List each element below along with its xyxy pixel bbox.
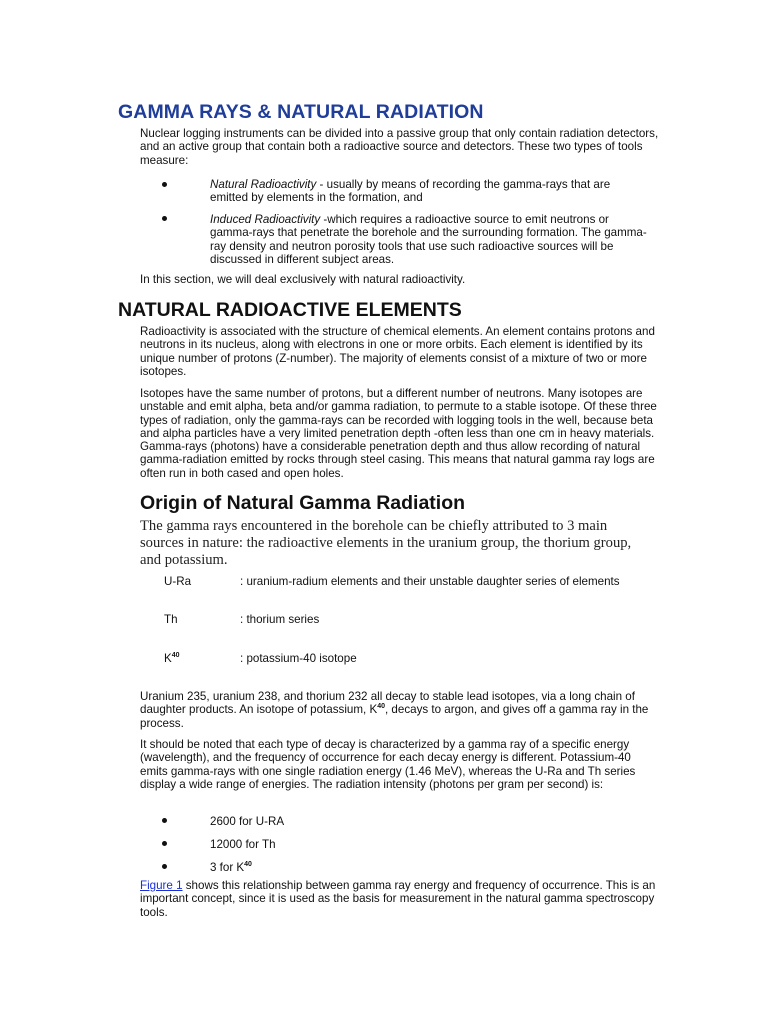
bullet-text: - usually by means of recording the gamma-rays that are emitted by elements in the formation, and (210, 178, 611, 205)
bullet-icon (162, 864, 167, 869)
figure-1-link[interactable]: Figure 1 (140, 879, 183, 892)
term-natural-radioactivity: Natural Radioactivity (210, 178, 317, 191)
series-key-ura: U-Ra (164, 575, 192, 588)
energy-paragraph: It should be noted that each type of decay is characterized by a gamma ray of a specific energy (wavelength), and the frequency of occurrence for each decay energy is different. Potassium-40 emits gamma-rays with one single radiation energy (1.46 MeV), whereas the U-Ra and Th series display a wide range of energies. The radiation intensity (photons per gram per second) is: (140, 738, 636, 791)
series-key-th: Th (164, 613, 178, 626)
bullet-induced-radioactivity (210, 213, 650, 266)
series-key-k40: $K^{40}$ (164, 652, 180, 665)
bullet-icon (162, 818, 167, 823)
bullet-icon (162, 841, 167, 846)
bullet-icon (162, 216, 167, 221)
heading-gamma-rays: GAMMA RAYS & NATURAL RADIATION (118, 101, 484, 123)
decay-paragraph: Uranium 235, uranium 238, and thorium 232 all decay to stable lead isotopes, via a long chain of daughter products. An isotope of potassium, $K^{40}$, decays to argon, and gives off a gamma ray in the process. (140, 690, 649, 730)
figure-paragraph: Figure 1 shows this relationship between gamma ray energy and frequency of occurrence. This is an important concept, since it is used as the basis for measurement in the natural gamma spectroscopy tools. (140, 879, 656, 919)
bullet-text: -which requires a radioactive source to emit neutrons or gamma-rays that penetrate the borehole and the surrounding formation. The gamma-ray density and neutron porosity tools that use such radioactive sources will be discussed in different subject areas. (210, 213, 647, 266)
intensity-ura: 2600 for U-RA (210, 815, 285, 828)
intro-paragraph: Nuclear logging instruments can be divided into a passive group that only contain radiation detectors, and an active group that contain both a radioactive source and detectors. These two types of tools measure: (140, 127, 659, 167)
series-desc-k40: : potassium-40 isotope (240, 652, 357, 665)
bullet-icon (162, 182, 167, 187)
origin-intro: The gamma rays encountered in the borehole can be chiefly attributed to 3 main sources in nature: the radioactive elements in the uranium group, the thorium group, and potassium. (140, 518, 632, 569)
bullet-natural-radioactivity (210, 178, 650, 205)
heading-natural-radioactive-elements: NATURAL RADIOACTIVE ELEMENTS (118, 299, 462, 321)
heading-origin-gamma-radiation: Origin of Natural Gamma Radiation (140, 492, 466, 514)
series-desc-th: : thorium series (240, 613, 320, 626)
elements-paragraph-1: Radioactivity is associated with the structure of chemical elements. An element contains protons and neutrons in its nucleus, along with electrons in one or more orbits. Each element is identified by its unique number of protons (Z-number). The majority of elements consist of a mixture of two or more isotopes. (140, 325, 655, 378)
term-induced-radioactivity: Induced Radioactivity (210, 213, 321, 226)
section-note: In this section, we will deal exclusively with natural radioactivity. (140, 273, 466, 286)
intensity-th: 12000 for Th (210, 838, 276, 851)
elements-paragraph-2: Isotopes have the same number of protons, but a different number of neutrons. Many isotopes are unstable and emit alpha, beta and/or gamma radiation, to permute to a stable isotope. Of these three types of radiation, only the gamma-rays can be recorded with logging tools in the well, because beta and alpha particles have a very limited penetration depth -often less than one cm in heavy materials. Gamma-rays (photons) have a considerable penetration depth and thus allow recording of natural gamma-radiation emitted by rocks through steel casing. This means that natural gamma ray logs are often run in both cased and open holes. (140, 387, 657, 480)
series-desc-ura: : uranium-radium elements and their unstable daughter series of elements (240, 575, 620, 588)
intensity-k40: 3 for $K^{40}$ (210, 861, 252, 874)
